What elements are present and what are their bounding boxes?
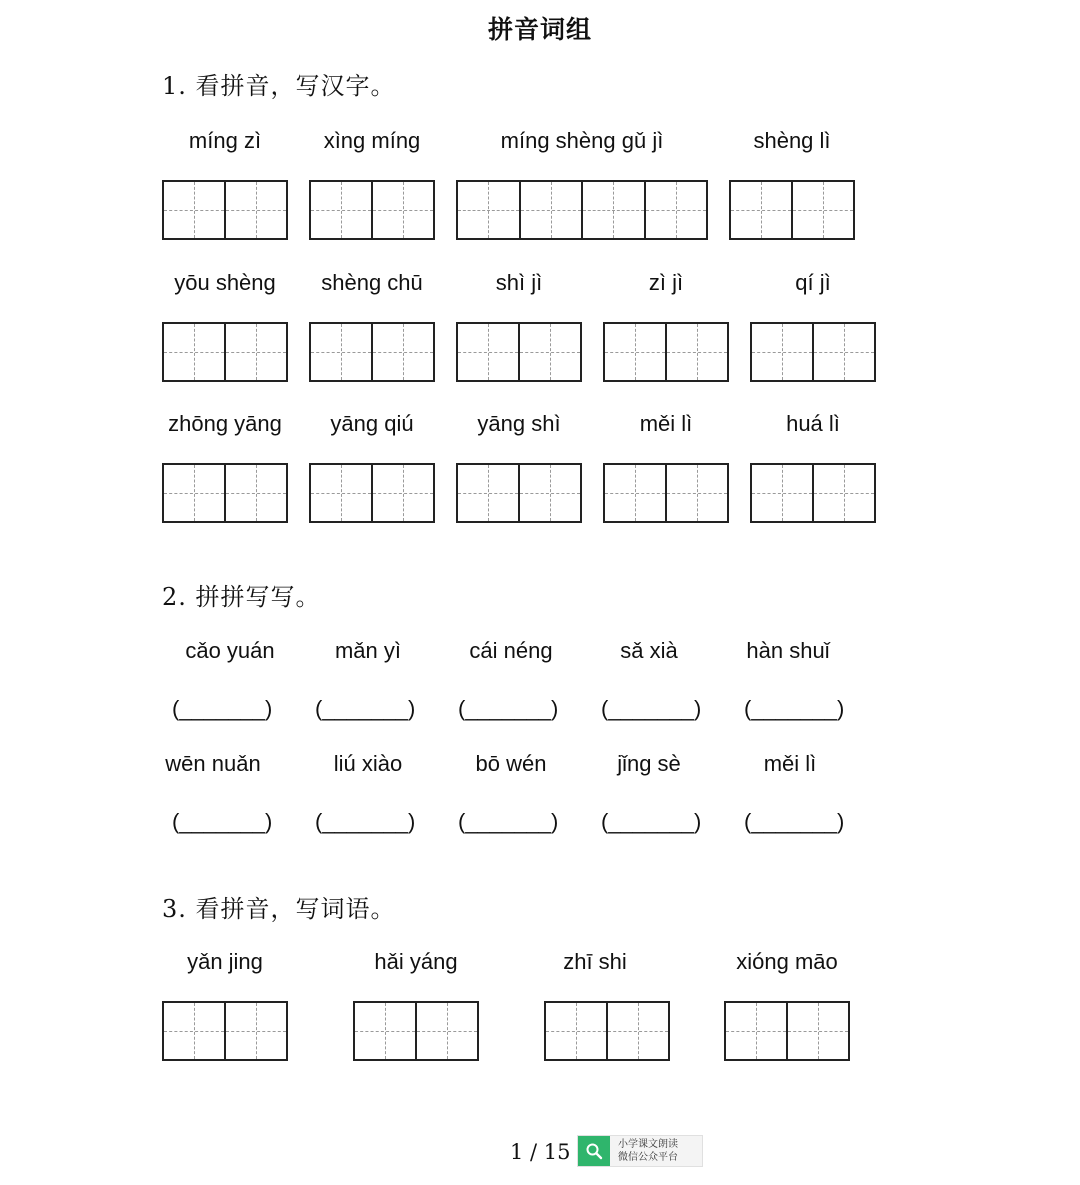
pinyin-label: sǎ xià	[620, 638, 678, 663]
wechat-badge[interactable]	[577, 1135, 703, 1167]
answer-blank[interactable]: (_______)	[172, 809, 273, 834]
search-icon	[578, 1136, 610, 1166]
pinyin-label: hǎi yáng	[374, 949, 458, 974]
section-2-heading: 2. 拼拼写写。	[162, 583, 321, 611]
pinyin-label: huá lì	[786, 411, 840, 436]
pinyin-label: měi lì	[639, 411, 693, 436]
writing-grid[interactable]	[750, 322, 876, 382]
pinyin-label: míng zì	[188, 128, 262, 153]
writing-grid[interactable]	[729, 180, 855, 240]
pinyin-label: yōu shèng	[174, 270, 276, 295]
pinyin-label: shèng chū	[321, 270, 423, 295]
answer-blank[interactable]: (_______)	[744, 696, 845, 721]
answer-blank[interactable]: (_______)	[744, 809, 845, 834]
pinyin-label: shì jì	[495, 270, 543, 295]
writing-grid[interactable]	[603, 322, 729, 382]
writing-grid[interactable]	[456, 463, 582, 523]
section-3-heading: 3. 看拼音，写词语。	[162, 895, 396, 923]
answer-blank[interactable]: (_______)	[458, 696, 559, 721]
pinyin-label: měi lì	[763, 751, 817, 776]
pinyin-label: hàn shuǐ	[746, 638, 830, 663]
page-number: 1 / 15	[510, 1140, 571, 1164]
answer-blank[interactable]: (_______)	[315, 809, 416, 834]
pinyin-label: míng shèng gǔ jì	[500, 128, 664, 153]
writing-grid[interactable]	[309, 180, 435, 240]
answer-blank[interactable]: (_______)	[458, 809, 559, 834]
writing-grid[interactable]	[456, 180, 708, 240]
writing-grid[interactable]	[162, 463, 288, 523]
writing-grid[interactable]	[353, 1001, 479, 1061]
pinyin-label: jǐng sè	[617, 751, 681, 776]
pinyin-label: qí jì	[795, 270, 831, 295]
badge-line-1: 小学课文朗读	[618, 1139, 678, 1150]
answer-blank[interactable]: (_______)	[315, 696, 416, 721]
pinyin-label: shèng lì	[753, 128, 831, 153]
pinyin-label: bō wén	[475, 751, 547, 776]
pinyin-label: yǎn jing	[187, 949, 263, 974]
pinyin-label: zhī shi	[563, 949, 627, 974]
writing-grid[interactable]	[162, 1001, 288, 1061]
writing-grid[interactable]	[309, 322, 435, 382]
pinyin-label: yāng shì	[477, 411, 561, 436]
pinyin-label: cái néng	[469, 638, 553, 663]
writing-grid[interactable]	[603, 463, 729, 523]
writing-grid[interactable]	[750, 463, 876, 523]
pinyin-label: xióng māo	[736, 949, 838, 974]
pinyin-label: zì jì	[648, 270, 684, 295]
page-title: 拼音词组	[487, 15, 592, 44]
pinyin-label: yāng qiú	[330, 411, 414, 436]
pinyin-label: xìng míng	[323, 128, 421, 153]
answer-blank[interactable]: (_______)	[601, 809, 702, 834]
answer-blank[interactable]: (_______)	[172, 696, 273, 721]
writing-grid[interactable]	[309, 463, 435, 523]
section-1-heading: 1. 看拼音，写汉字。	[162, 72, 396, 100]
writing-grid[interactable]	[544, 1001, 670, 1061]
pinyin-label: cǎo yuán	[185, 638, 275, 663]
writing-grid[interactable]	[456, 322, 582, 382]
writing-grid[interactable]	[162, 322, 288, 382]
pinyin-label: zhōng yāng	[168, 411, 282, 436]
writing-grid[interactable]	[162, 180, 288, 240]
answer-blank[interactable]: (_______)	[601, 696, 702, 721]
pinyin-label: mǎn yì	[334, 638, 402, 663]
pinyin-label: wēn nuǎn	[165, 751, 261, 776]
writing-grid[interactable]	[724, 1001, 850, 1061]
pinyin-label: liú xiào	[333, 751, 403, 776]
badge-line-2: 微信公众平台	[618, 1152, 678, 1163]
